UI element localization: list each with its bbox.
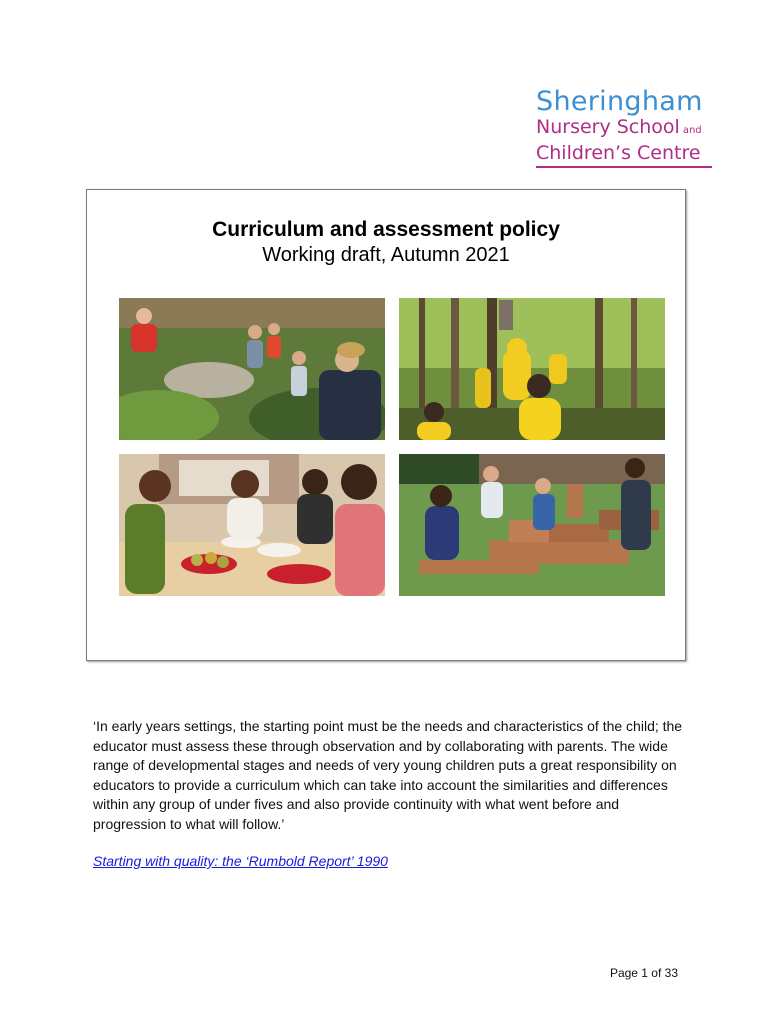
children-garden-photo <box>119 298 385 440</box>
school-logo <box>536 88 716 168</box>
cover-panel <box>86 189 686 661</box>
children-blocks-photo <box>399 454 665 596</box>
logo-and-text: and <box>682 125 702 136</box>
logo-line-nursery <box>536 116 716 142</box>
logo-line-childrens-centre: Children’s Centre <box>536 142 701 164</box>
logo-nursery-text: Nursery School <box>536 116 680 138</box>
document-title: Curriculum and assessment policy <box>212 218 560 241</box>
rumbold-quote: ‘In early years settings, the starting point must be the needs and characteristics of the child; the educator must assess these through observation and by collaborating with parents. The wide range of developmental stages and needs of very young children puts a great responsibility on educators to provide a curriculum which can take into account the similarities and differences within any group of under fives and also provide continuity with what went before and progression to what will follow.’ <box>93 718 683 832</box>
page-number: Page 1 of 33 <box>609 966 678 980</box>
children-eating-photo <box>119 454 385 596</box>
document-subtitle: Working draft, Autumn 2021 <box>262 244 510 266</box>
logo-line-sheringham: Sheringham <box>536 86 703 117</box>
logo-underline <box>536 166 712 168</box>
source-link[interactable]: Starting with quality: the ‘Rumbold Report’ 1990 <box>93 853 388 869</box>
children-woodland-photo <box>399 298 665 440</box>
